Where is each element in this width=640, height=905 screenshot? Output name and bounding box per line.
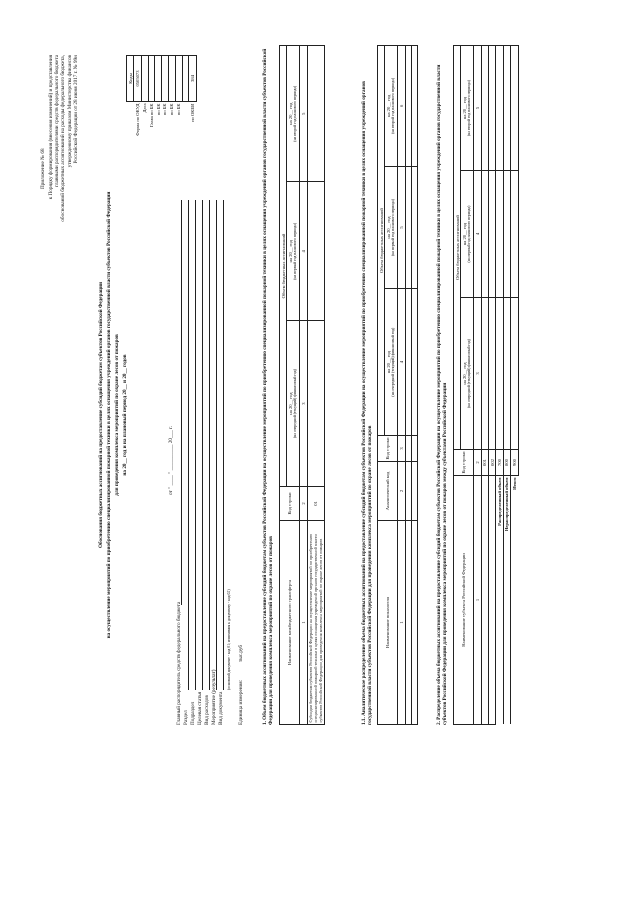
total-label: Нераспределенный объем xyxy=(503,476,510,725)
col-name-header: Наименование показателя xyxy=(378,521,398,725)
code-value xyxy=(169,56,176,102)
title-line: на 20__ год и на плановый период 20__ и 20__ годов xyxy=(122,354,128,476)
codes-header: Коды xyxy=(127,56,134,102)
row-code: 002 xyxy=(489,450,496,476)
col-code-header: Код строки xyxy=(378,436,398,462)
year-header xyxy=(385,166,398,289)
year-sub: (на очередной (текущий) финансовый год) xyxy=(293,369,298,438)
header-field-label: Мероприятие (результат) xyxy=(211,669,217,725)
header-field-line xyxy=(209,200,210,690)
table-row xyxy=(481,46,488,725)
col-group-header: Объем бюджетных ассигнований xyxy=(378,46,385,436)
total-label: Распределенный объем xyxy=(496,476,503,725)
col-name-header: Наименование субъекта Российской Федерации xyxy=(454,476,474,725)
year-header xyxy=(287,182,300,321)
header-field-label: Главный распорядитель средств федерального бюджета xyxy=(176,601,182,725)
col-name-header: Наименование межбюджетного трансферта xyxy=(280,521,300,725)
code-label: по ОКЕИ xyxy=(189,103,195,122)
table-row xyxy=(411,46,417,725)
column-number: 2 xyxy=(300,487,307,521)
column-number: 2 xyxy=(474,450,481,476)
year-label: на 20__ год xyxy=(385,351,391,374)
column-number: 6 xyxy=(398,46,405,167)
year-header xyxy=(287,321,300,487)
codes-row xyxy=(189,56,196,161)
value-cell xyxy=(503,298,510,450)
code-value xyxy=(148,56,155,102)
column-number: 3 xyxy=(474,298,481,450)
code-value xyxy=(182,56,189,102)
code-label: по БК xyxy=(162,103,168,116)
value-cell xyxy=(511,171,518,298)
year-sub: (на первый год планового периода) xyxy=(293,222,298,280)
col-analytic-header: Аналитический код xyxy=(378,462,398,521)
year-label: на 20__ год xyxy=(287,102,293,125)
value-cell xyxy=(411,436,417,462)
header-field-line xyxy=(202,200,203,690)
column-number: 4 xyxy=(398,289,405,436)
column-numbers-row xyxy=(300,46,307,725)
year-sub: (на очередной (текущий) финансовый год) xyxy=(467,339,472,408)
total-code: 900 xyxy=(511,450,518,476)
year-label: на 20__ год xyxy=(287,392,293,415)
codes-row xyxy=(148,56,155,161)
appendix-title: Приложение № 68 xyxy=(40,148,46,189)
codes-row xyxy=(134,56,141,161)
row-code: 001 xyxy=(481,450,488,476)
header-field-line xyxy=(188,200,189,690)
header-field-label: Подраздел xyxy=(190,701,196,725)
unit-value: тыс.руб xyxy=(238,644,244,662)
column-number: 1 xyxy=(474,476,481,725)
value-cell xyxy=(496,298,503,450)
column-number: 1 xyxy=(300,521,307,725)
value-cell xyxy=(489,171,496,298)
column-number: 2 xyxy=(398,462,405,521)
codes-row xyxy=(182,56,189,161)
code-label: Форма по ОКУД xyxy=(134,103,140,136)
code-value xyxy=(162,56,169,102)
total-row xyxy=(496,46,503,725)
year-sub: (на первый год планового периода) xyxy=(391,199,396,256)
codes-table xyxy=(126,55,197,160)
value-cell xyxy=(411,462,417,521)
row-name xyxy=(481,476,488,725)
code-value xyxy=(141,56,148,102)
title-line: Обоснования бюджетных ассигнований на предоставление субсидий бюджетам субъектов Российской Федерации xyxy=(98,281,104,549)
year-sub: (на очередной (текущий) финансовый год) xyxy=(391,327,396,397)
year-sub: (на второй год планового периода) xyxy=(391,77,396,134)
value-cell xyxy=(411,289,417,436)
column-number: 3 xyxy=(398,436,405,462)
codes-row xyxy=(169,56,176,161)
year-header xyxy=(461,46,474,171)
code-label: по БК xyxy=(169,103,175,116)
year-label: на 20__ год xyxy=(385,94,391,117)
doc-kind-hint: (основной документ - код 01; изменения к документу - код 02) xyxy=(227,589,231,690)
value-cell xyxy=(411,46,417,167)
total-code: 700 xyxy=(496,450,503,476)
year-label: на 20__ год xyxy=(385,216,391,239)
column-number: 4 xyxy=(474,171,481,298)
section2-table xyxy=(453,45,519,725)
year-label: на 20__ год xyxy=(287,240,293,263)
column-number: 1 xyxy=(398,521,405,725)
value-cell xyxy=(503,46,510,171)
column-number: 5 xyxy=(398,166,405,289)
codes-row xyxy=(141,56,148,161)
col-group-header: Объем бюджетных ассигнований xyxy=(454,46,461,450)
total-label: Итого xyxy=(511,476,518,725)
total-row xyxy=(503,46,510,725)
section11-title: 1.1. Аналитическое распределение объема бюджетных ассигнований на предоставление субсидий бюджетам субъектов Российской Федерации на осуществление мероприятий по приобретению специализированной пожарной техники в целях оснащения учреждений органов государственной власти субъектов Российской Федерации для проведения комплекса мероприятий по охране лесов от пожаров xyxy=(361,81,373,725)
section11-table xyxy=(377,45,418,725)
value-cell xyxy=(489,46,496,171)
code-label: по БК xyxy=(175,103,181,116)
year-header xyxy=(385,46,398,167)
value-cell xyxy=(511,46,518,171)
code-label: Глава по БК xyxy=(148,103,154,128)
table-row xyxy=(489,46,496,725)
header-field-label: Вид расходов xyxy=(204,695,210,725)
header-field-label: Раздел xyxy=(183,710,189,725)
value-cell xyxy=(481,298,488,450)
year-label: на 20__ год xyxy=(461,96,467,120)
year-label: на 20__ год xyxy=(461,222,467,246)
value-cell xyxy=(307,182,324,321)
section1-title: 1. Объем бюджетных ассигнований на предоставление субсидий бюджетам субъектов Российской Федерации на осуществление мероприятий по приобретению специализированной пожарной техники в целях оснащения учреждений органов государственной власти субъектов Российской Федерации для проведения комплекса мероприятий по охране лесов от пожаров xyxy=(262,48,274,725)
year-header xyxy=(385,289,398,436)
column-number: 5 xyxy=(474,46,481,171)
value-cell xyxy=(511,298,518,450)
col-group-header: Объем бюджетных ассигнований xyxy=(280,46,287,487)
year-sub: (на первый год планового периода) xyxy=(467,205,472,263)
code-value xyxy=(155,56,162,102)
value-cell xyxy=(307,321,324,487)
header-field-line xyxy=(223,200,224,690)
year-header xyxy=(461,171,474,298)
value-cell xyxy=(411,166,417,289)
year-label: на 20__ год xyxy=(461,362,467,385)
header-field-line xyxy=(216,200,217,690)
table-row xyxy=(307,46,324,725)
value-cell xyxy=(496,46,503,171)
value-cell xyxy=(503,171,510,298)
value-cell xyxy=(481,171,488,298)
appendix-line: Российской Федерации от 28 июня 2017 г. № 99н xyxy=(72,55,79,164)
title-line: на осуществление мероприятий по приобретению специализированной пожарной техники в целях оснащения учреждений органов государственной власти субъектов Российской Федерации xyxy=(106,191,112,639)
header-field-line xyxy=(195,200,196,690)
title-line: для проведения комплекса мероприятий по охране лесов от пожаров xyxy=(114,334,120,496)
code-value: 384 xyxy=(189,56,196,102)
appendix-line: главными распорядителями средств федерального бюджета xyxy=(54,55,61,187)
header-field-line xyxy=(181,200,182,605)
value-cell xyxy=(496,171,503,298)
column-number: 5 xyxy=(300,46,307,182)
unit-label: Единица измерения: xyxy=(238,679,244,725)
codes-row xyxy=(162,56,169,161)
code-value: 0505073 xyxy=(134,56,141,102)
section1-table xyxy=(279,45,325,725)
section2-title: 2. Распределение объема бюджетных ассигнований на предоставление субсидий бюджетам субъектов Российской Федерации на осуществление мероприятий по приобретению специализированной пожарной техники в целях оснащения учреждений органов государственной власти субъектов Российской Федерации для проведения комплекса мероприятий по охране лесов от пожаров между субъектами Российской Федерации xyxy=(436,64,448,725)
col-code-header: Код строки xyxy=(454,450,474,476)
header-field-label: Вид документа xyxy=(218,691,224,725)
total-code: 800 xyxy=(503,450,510,476)
row-code: 01 xyxy=(307,487,324,521)
year-sub: (на второй год планового периода) xyxy=(467,80,472,136)
appendix-line: к Порядку формирования (внесения изменений) и представления xyxy=(48,55,54,200)
col-code-header: Код строки xyxy=(280,487,300,521)
column-numbers-row xyxy=(474,46,481,725)
appendix-line: обоснований бюджетных ассигнований на расходы федерального бюджета, xyxy=(60,55,67,222)
codes-row xyxy=(175,56,182,161)
value-cell xyxy=(411,521,417,725)
codes-header-row xyxy=(127,56,134,161)
row-name xyxy=(489,476,496,725)
date-line: от " ____ " __________ 20___ г. xyxy=(168,426,174,495)
appendix-line: утвержденному приказом Министерства финансов xyxy=(66,55,73,168)
value-cell xyxy=(481,46,488,171)
column-numbers-row xyxy=(398,46,405,725)
row-name: Субсидии бюджетам субъектов Российской Федерации на осуществление мероприятий по приобретению специализированной пожарной техники в целях оснащения учреждений органов государственной власти субъектов Российской Федерации для проведения комплекса мероприятий по охране лесов от пожаров xyxy=(307,521,324,725)
code-label: Дата xyxy=(142,103,147,113)
column-number: 3 xyxy=(300,321,307,487)
code-value xyxy=(175,56,182,102)
column-number: 4 xyxy=(300,182,307,321)
value-cell xyxy=(489,298,496,450)
year-header xyxy=(461,298,474,450)
total-row xyxy=(511,46,518,725)
year-sub: (на второй год планового периода) xyxy=(293,85,298,142)
codes-row xyxy=(155,56,162,161)
code-label xyxy=(182,102,189,161)
value-cell xyxy=(307,46,324,182)
year-header xyxy=(287,46,300,182)
code-label: по БК xyxy=(155,103,161,116)
header-field-label: Целевая статья xyxy=(197,691,203,725)
